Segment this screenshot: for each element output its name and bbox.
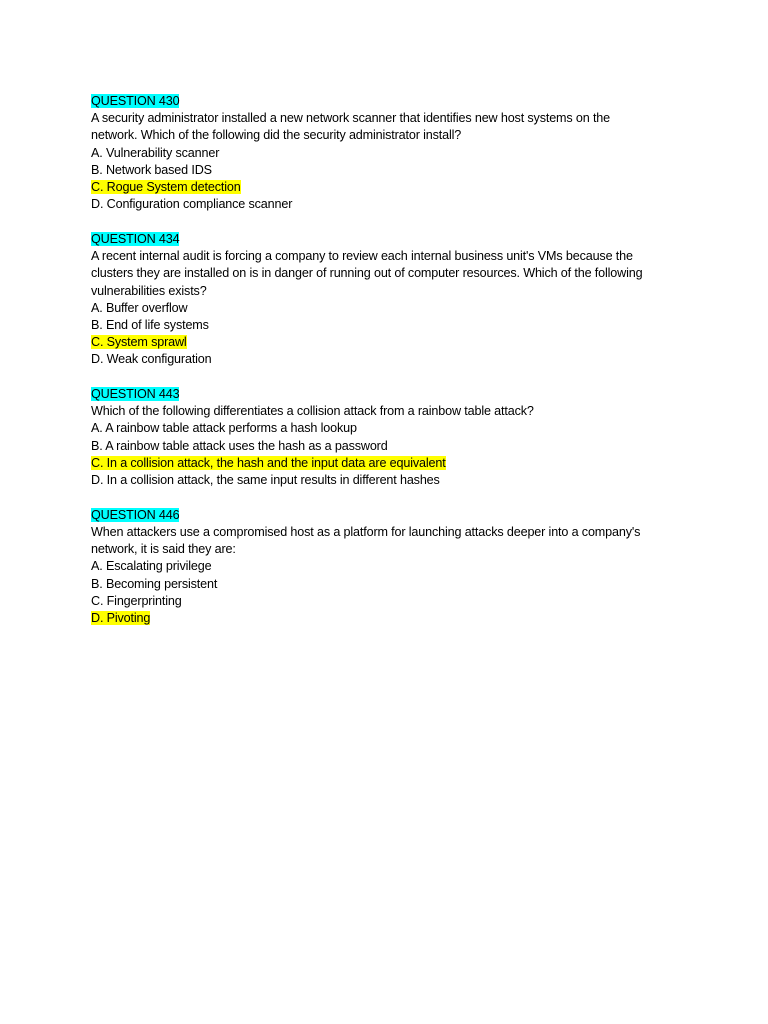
question-title: QUESTION 430 <box>91 94 180 108</box>
question-title-line <box>91 386 691 403</box>
option-a: A. A rainbow table attack performs a hash lookup <box>91 421 357 436</box>
highlighted-answer: C. Rogue System detection <box>91 180 241 195</box>
option-b: B. A rainbow table attack uses the hash as a password <box>91 438 388 453</box>
question-stem-line: network, it is said they are: <box>91 542 236 557</box>
question-stem-line: A recent internal audit is forcing a company to review each internal business unit's VMs because the <box>91 249 633 264</box>
question-title-line <box>91 231 691 248</box>
question-block-430 <box>91 93 691 213</box>
option-a: A. Buffer overflow <box>91 300 188 315</box>
question-stem-line: network. Which of the following did the security administrator install? <box>91 128 462 143</box>
question-title-line <box>91 93 691 110</box>
question-title: QUESTION 446 <box>91 507 180 522</box>
question-stem-line: Which of the following differentiates a collision attack from a rainbow table attack? <box>91 404 534 419</box>
option-a: A. Escalating privilege <box>91 559 212 574</box>
option-d-answer <box>91 610 691 627</box>
option-b: B. End of life systems <box>91 317 209 332</box>
option-c: C. Fingerprinting <box>91 593 182 608</box>
question-title-line <box>91 507 691 524</box>
highlighted-answer: C. In a collision attack, the hash and the input data are equivalent <box>91 455 446 470</box>
option-c-answer <box>91 455 691 472</box>
document-page <box>91 93 691 645</box>
question-stem-line: A security administrator installed a new network scanner that identifies new host systems on the <box>91 111 610 126</box>
question-stem-line: vulnerabilities exists? <box>91 283 207 298</box>
option-b: B. Network based IDS <box>91 162 212 177</box>
highlighted-answer: D. Pivoting <box>91 610 151 625</box>
question-block-446 <box>91 507 691 627</box>
question-stem-line: clusters they are installed on is in danger of running out of computer resources. Which of the following <box>91 266 643 281</box>
question-title: QUESTION 434 <box>91 231 180 246</box>
option-a: A. Vulnerability scanner <box>91 145 220 160</box>
option-d: D. Configuration compliance scanner <box>91 197 293 212</box>
option-d: D. In a collision attack, the same input results in different hashes <box>91 473 440 488</box>
question-stem-line: When attackers use a compromised host as a platform for launching attacks deeper into a company's <box>91 524 641 539</box>
option-c-answer <box>91 179 691 196</box>
option-c-answer <box>91 334 691 351</box>
question-title: QUESTION 443 <box>91 387 180 402</box>
highlighted-answer: C. System sprawl <box>91 335 187 350</box>
question-block-434 <box>91 231 691 369</box>
option-b: B. Becoming persistent <box>91 576 218 591</box>
question-block-443 <box>91 386 691 489</box>
option-d: D. Weak configuration <box>91 352 212 367</box>
